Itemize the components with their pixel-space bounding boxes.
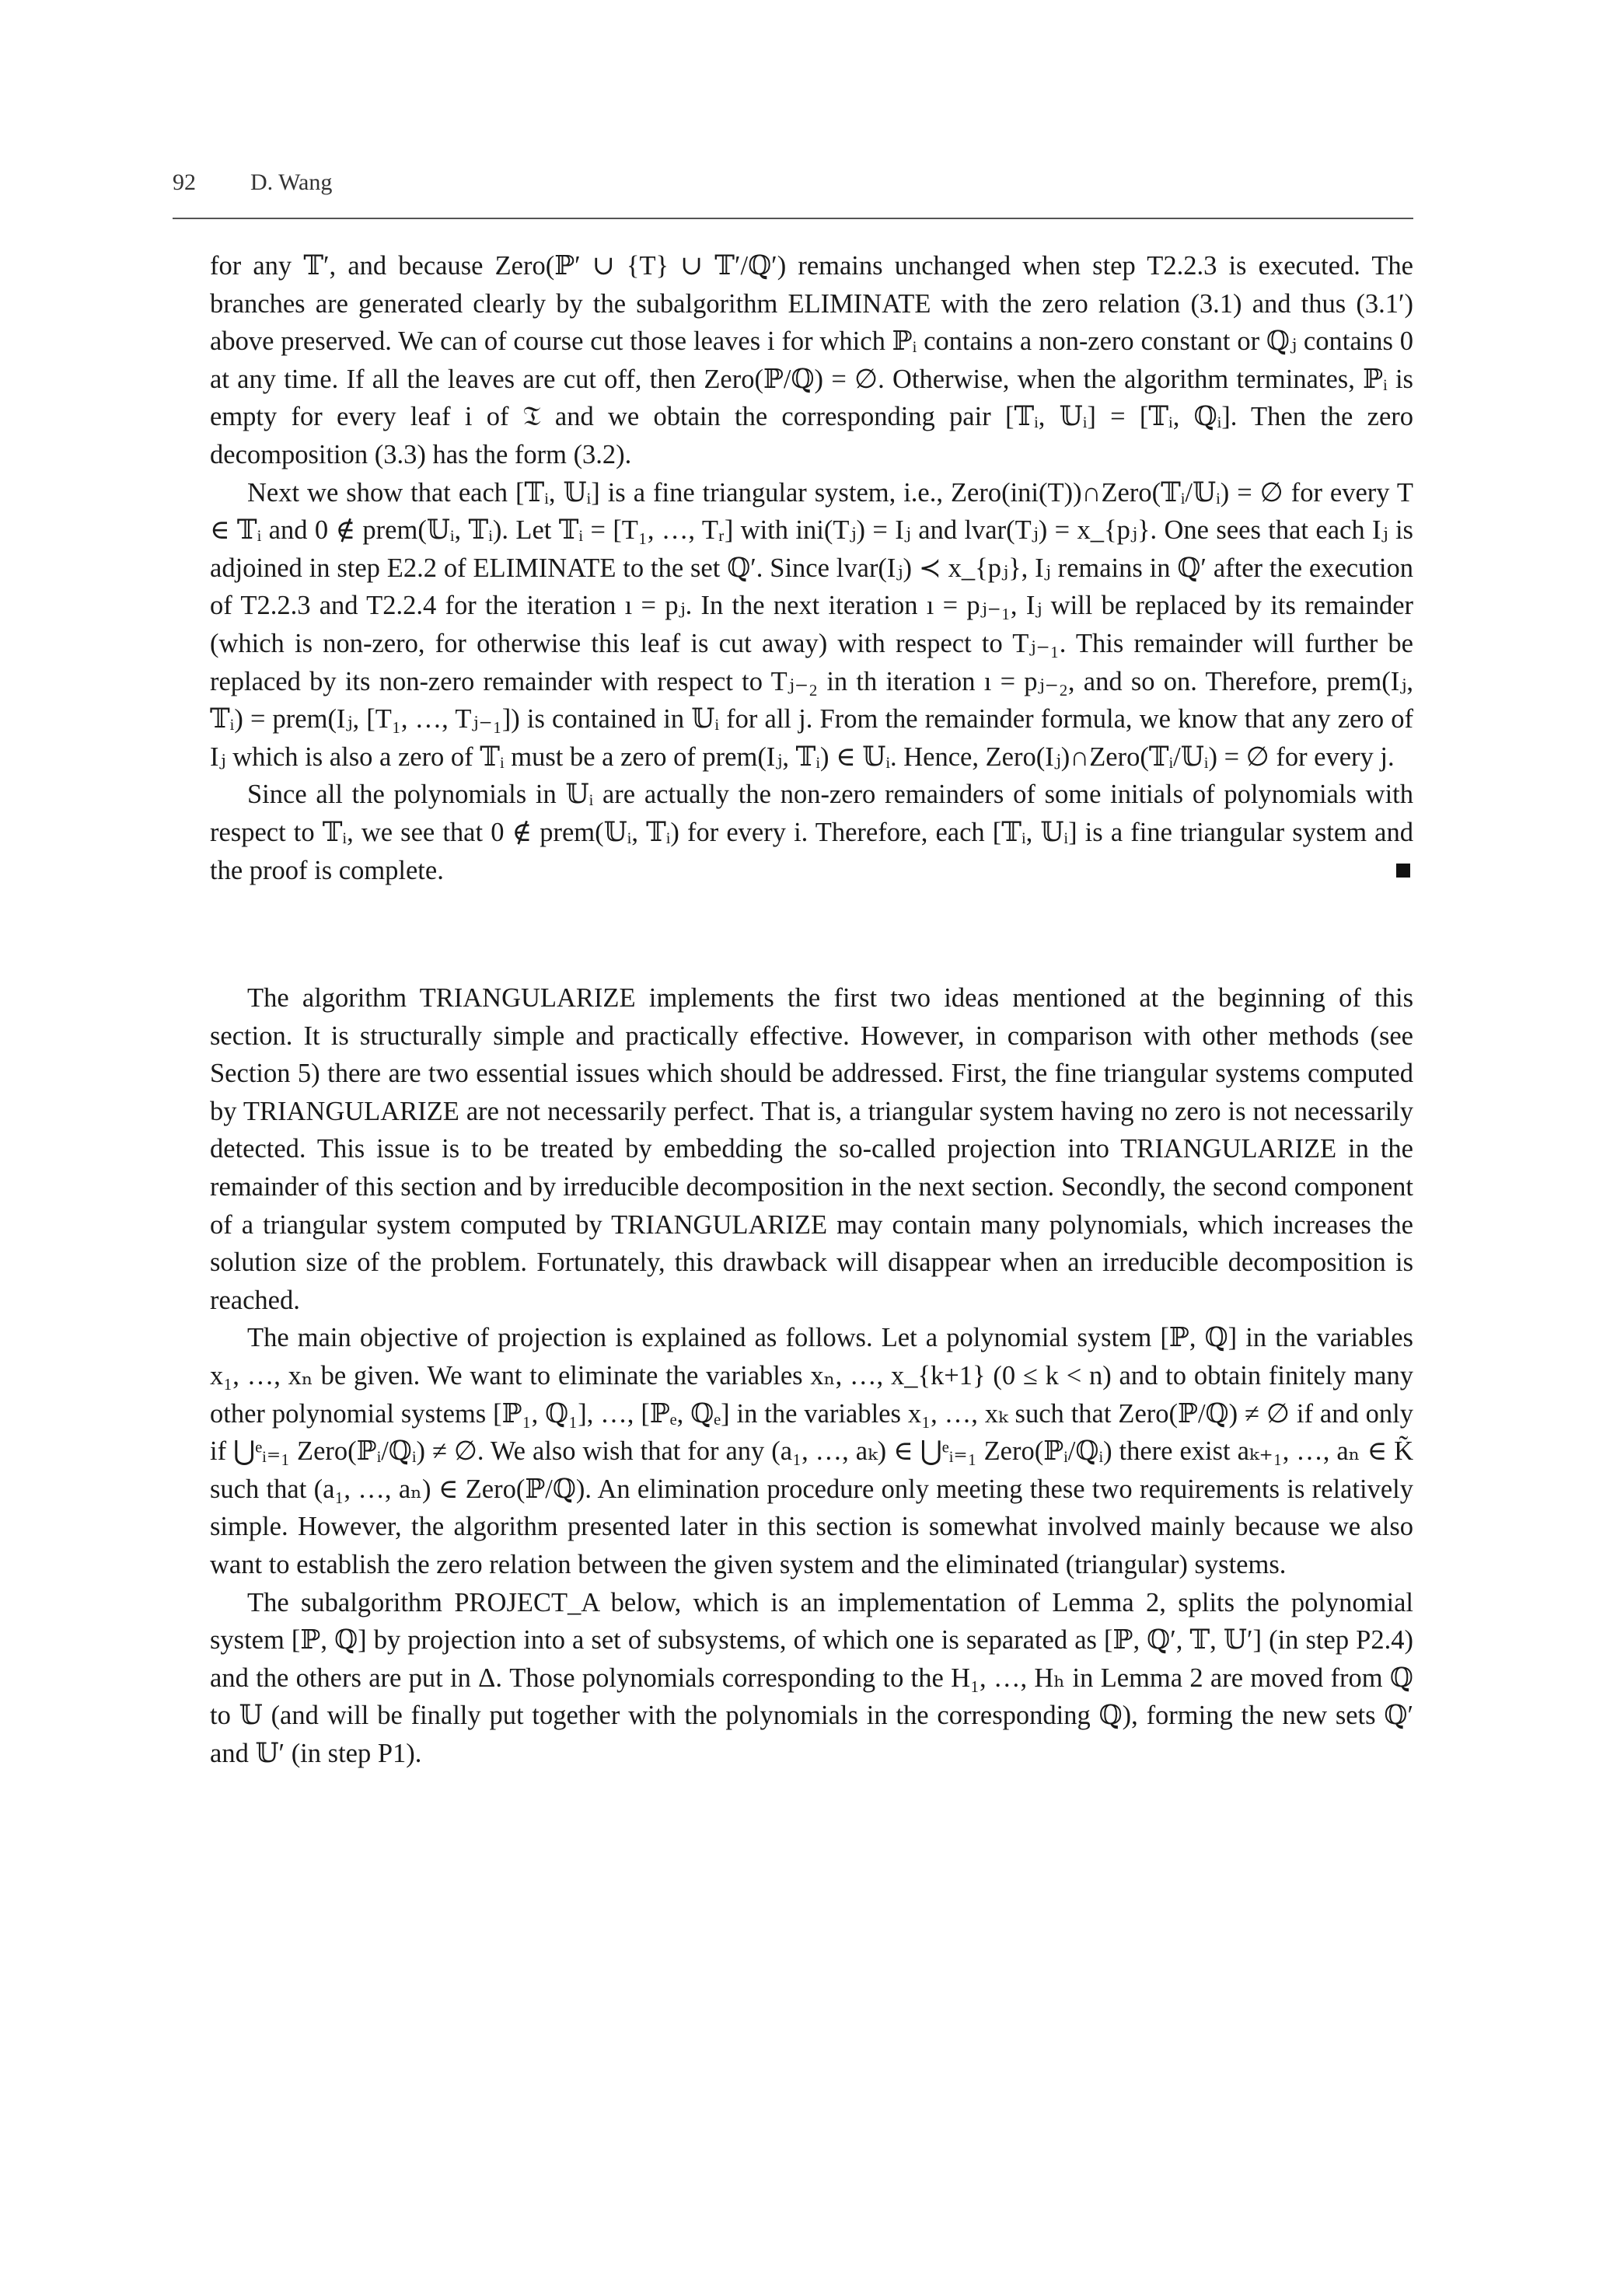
page-body (210, 247, 1413, 1773)
proof-paragraph-3-text: Since all the polynomials in 𝕌ᵢ are actually the non-zero remainders of some initials of polynomials with respect to 𝕋ᵢ, we see that 0 ∉ prem(𝕌ᵢ, 𝕋ᵢ) for every i. Therefore, each [𝕋ᵢ, 𝕌ᵢ] is a fine triangular system and the proof is complete. (210, 780, 1413, 885)
main-paragraph-1: The algorithm TRIANGULARIZE implements the first two ideas mentioned at the beginning of this section. It is structurally simple and practically effective. However, in comparison with other methods (see Section 5) there are two essential issues which should be addressed. First, the fine triangular systems computed by TRIANGULARIZE are not necessarily perfect. That is, a triangular system having no zero is not necessarily detected. This issue is to be treated by embedding the so-called projection into TRIANGULARIZE in the remainder of this section and by irreducible decomposition in the next section. Secondly, the second component of a triangular system computed by TRIANGULARIZE may contain many polynomials, which increases the solution size of the problem. Fortunately, this drawback will disappear when an irreducible decomposition is reached. (210, 983, 1413, 1315)
page-number: 92 (173, 169, 196, 195)
section-gap (210, 889, 1413, 979)
main-paragraph-3: The subalgorithm PROJECT_A below, which is an implementation of Lemma 2, splits the polynomial system [ℙ, ℚ] by projection into a set of subsystems, of which one is separated as [ℙ, ℚ′, 𝕋, 𝕌′] (in step P2.4) and the others are put in Δ. Those polynomials corresponding to the H₁, …, Hₕ in Lemma 2 are moved from ℚ to 𝕌 (and will be finally put together with the polynomials in the corresponding ℚ), forming the new sets ℚ′ and 𝕌′ (in step P1). (210, 1587, 1413, 1768)
qed-square-icon (1396, 864, 1410, 878)
header-rule (173, 218, 1413, 219)
proof-paragraph-3 (210, 776, 1413, 889)
running-author: D. Wang (250, 169, 333, 195)
running-header (173, 169, 1413, 196)
proof-paragraph-2: Next we show that each [𝕋ᵢ, 𝕌ᵢ] is a fine triangular system, i.e., Zero(ini(T))∩Zero(𝕋ᵢ/𝕌ᵢ) = ∅ for every T ∈ 𝕋ᵢ and 0 ∉ prem(𝕌ᵢ, 𝕋ᵢ). Let 𝕋ᵢ = [T₁, …, Tᵣ] with ini(Tⱼ) = Iⱼ and lvar(Tⱼ) = x_{pⱼ}. One sees that each Iⱼ is adjoined in step E2.2 of ELIMINATE to the set ℚ′. Since lvar(Iⱼ) ≺ x_{pⱼ}, Iⱼ remains in ℚ′ after the execution of T2.2.3 and T2.2.4 for the iteration ı = pⱼ. In the next iteration ı = pⱼ₋₁, Iⱼ will be replaced by its remainder (which is non-zero, for otherwise this leaf is cut away) with respect to Tⱼ₋₁. This remainder will further be replaced by its non-zero remainder with respect to Tⱼ₋₂ in th iteration ı = pⱼ₋₂, and so on. Therefore, prem(Iⱼ, 𝕋ᵢ) = prem(Iⱼ, [T₁, …, Tⱼ₋₁]) is contained in 𝕌ᵢ for all j. From the remainder formula, we know that any zero of Iⱼ which is also a zero of 𝕋ᵢ must be a zero of prem(Iⱼ, 𝕋ᵢ) ∈ 𝕌ᵢ. Hence, Zero(Iⱼ)∩Zero(𝕋ᵢ/𝕌ᵢ) = ∅ for every j. (210, 477, 1413, 772)
main-paragraph-2: The main objective of projection is explained as follows. Let a polynomial system [ℙ, ℚ] in the variables x₁, …, xₙ be given. We want to eliminate the variables xₙ, …, x_{k+1} (0 ≤ k < n) and to obtain finitely many other polynomial systems [ℙ₁, ℚ₁], …, [ℙₑ, ℚₑ] in the variables x₁, …, xₖ such that Zero(ℙ/ℚ) ≠ ∅ if and only if ⋃ᵉᵢ₌₁ Zero(ℙᵢ/ℚᵢ) ≠ ∅. We also wish that for any (a₁, …, aₖ) ∈ ⋃ᵉᵢ₌₁ Zero(ℙᵢ/ℚᵢ) there exist aₖ₊₁, …, aₙ ∈ K̃ such that (a₁, …, aₙ) ∈ Zero(ℙ/ℚ). An elimination procedure only meeting these two requirements is relatively simple. However, the algorithm presented later in this section is somewhat involved mainly because we also want to establish the zero relation between the given system and the eliminated (triangular) systems. (210, 1323, 1413, 1579)
proof-paragraph-1: for any 𝕋′, and because Zero(ℙ′ ∪ {T} ∪ 𝕋′/ℚ′) remains unchanged when step T2.2.3 is executed. The branches are generated clearly by the subalgorithm ELIMINATE with the zero relation (3.1) and thus (3.1′) above preserved. We can of course cut those leaves i for which ℙᵢ contains a non-zero constant or ℚⱼ contains 0 at any time. If all the leaves are cut off, then Zero(ℙ/ℚ) = ∅. Otherwise, when the algorithm terminates, ℙᵢ is empty for every leaf i of 𝔗 and we obtain the corresponding pair [𝕋ᵢ, 𝕌ᵢ] = [𝕋ᵢ, ℚᵢ]. Then the zero decomposition (3.3) has the form (3.2). (210, 251, 1413, 469)
